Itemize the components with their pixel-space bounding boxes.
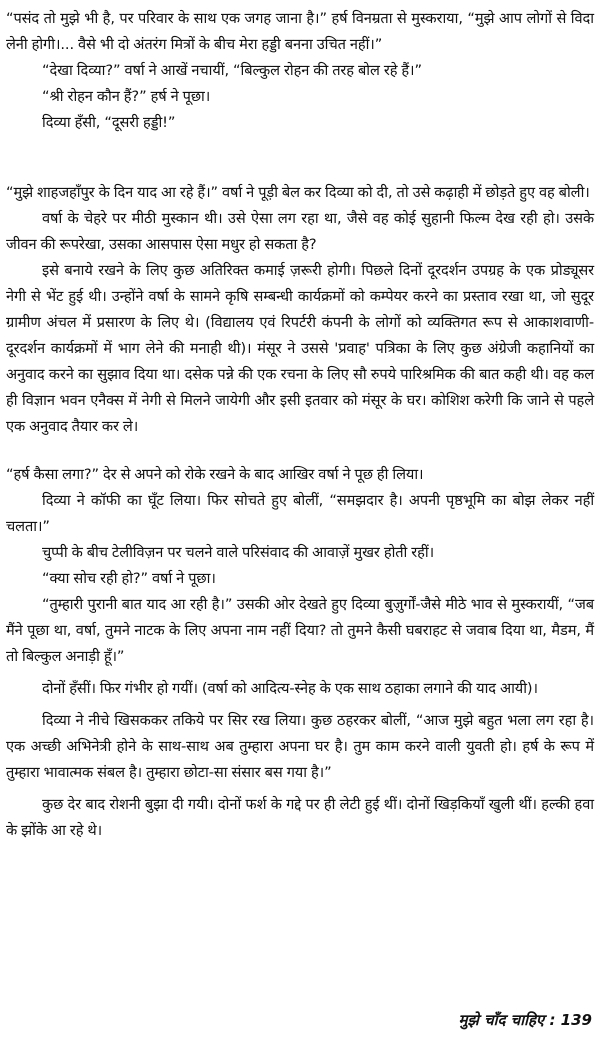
section-break — [6, 158, 594, 180]
section-break — [6, 136, 594, 158]
paragraph-9: दिव्या ने कॉफी का घूँट लिया। फिर सोचते हुए बोलीं, “समझदार है। अपनी पृष्ठभूमि का बोझ लेकर नहीं चलता।” — [6, 492, 594, 535]
page-footer-running-title: मुझे चाँद चाहिए : 139 — [458, 1011, 592, 1029]
paragraph-8: “हर्ष कैसा लगा?” देर से अपने को रोके रखने के बाद आखिर वर्षा ने पूछ ही लिया। — [6, 466, 424, 483]
paragraph-10: चुप्पी के बीच टेलीविज़न पर चलने वाले परिसंवाद की आवाज़ें मुखर होती रहीं। — [42, 544, 435, 561]
paragraph-2: “देखा दिव्या?” वर्षा ने आखें नचायीं, “बिल्कुल रोहन की तरह बोल रहे हैं।” — [42, 62, 422, 79]
section-break — [6, 440, 594, 462]
paragraph-12: “तुम्हारी पुरानी बात याद आ रही है।” उसकी ओर देखते हुए दिव्या बुज़ुर्गों-जैसे मीठे भाव से मुस्करायीं, “जब मैंने पूछा था, वर्षा, तुमने नाटक के लिए अपना नाम नहीं दिया? तो तुमने कैसी घबराहट से जवाब दिया था, मैडम, मैं तो बिल्कुल अनाड़ी हूँ।” — [6, 596, 594, 665]
paragraph-11: “क्या सोच रही हो?” वर्षा ने पूछा। — [42, 570, 216, 587]
paragraph-5: “मुझे शाहजहाँपुर के दिन याद आ रहे हैं।” वर्षा ने पूड़ी बेल कर दिव्या को दी, तो उसे कढ़ाही में छोड़ते हुए वह बोली। — [6, 184, 590, 201]
paragraph-3: “श्री रोहन कौन हैं?” हर्ष ने पूछा। — [42, 88, 211, 105]
paragraph-1: “पसंद तो मुझे भी है, पर परिवार के साथ एक जगह जाना है।” हर्ष विनम्रता से मुस्कराया, “मुझे आप लोगों से विदा लेनी होगी।... वैसे भी दो अंतरंग मित्रों के बीच मेरा हड्डी बनना उचित नहीं।” — [6, 10, 594, 53]
paragraph-6: वर्षा के चेहरे पर मीठी मुस्कान थी। उसे ऐसा लग रहा था, जैसे वह कोई सुहानी फिल्म देख रही हो। उसके जीवन की रूपरेखा, उसका आसपास ऐसा मधुर हो सकता है? — [6, 210, 594, 253]
paragraph-7: इसे बनाये रखने के लिए कुछ अतिरिक्त कमाई ज़रूरी होगी। पिछले दिनों दूरदर्शन उपग्रह के एक प्रोड्यूसर नेगी से भेंट हुई थी। उन्होंने वर्षा के सामने कृषि सम्बन्धी कार्यक्रमों को कम्पेयर करने का प्रस्ताव रखा था, जो सुदूर ग्रामीण अंचल में प्रसारण के लिए थे। (विद्यालय एवं रिपर्टरी कंपनी के लोगों को व्यक्तिगत रूप से आकाशवाणी-दूरदर्शन कार्यक्रमों में भाग लेने की मनाही थी)। मंसूर ने उससे 'प्रवाह' पत्रिका के लिए कुछ अंग्रेजी कहानियों का अनुवाद करने का सुझाव दिया था। दसेक पन्ने की एक रचना के लिए सौ रुपये पारिश्रमिक की बात कही थी। वह कल ही विज्ञान भवन एनैक्स में नेगी से मिलने जायेगी और इसी इतवार को मंसूर के घर। कोशिश करेगी कि जाने से पहले एक अनुवाद तैयार कर ले। — [6, 262, 594, 435]
paragraph-15: कुछ देर बाद रोशनी बुझा दी गयी। दोनों फर्श के गद्दे पर ही लेटी हुई थीं। दोनों खिड़कियाँ खुली थीं। हल्की हवा के झोंके आ रहे थे। — [6, 796, 594, 839]
paragraph-4: दिव्या हँसी, “दूसरी हड्डी!” — [42, 114, 176, 131]
paragraph-13: दोनों हँसीं। फिर गंभीर हो गयीं। (वर्षा को आदित्य-स्नेह के एक साथ ठहाका लगाने की याद आयी)। — [42, 680, 538, 697]
paragraph-14: दिव्या ने नीचे खिसककर तकिये पर सिर रख लिया। कुछ ठहरकर बोलीं, “आज मुझे बहुत भला लग रहा है। एक अच्छी अभिनेत्री होने के साथ-साथ अब तुम्हारा अपना घर है। तुम काम करने वाली युवती हो। हर्ष के रूप में तुम्हारा भावात्मक संबल है। तुम्हारा छोटा-सा संसार बस गया है।” — [6, 712, 594, 781]
